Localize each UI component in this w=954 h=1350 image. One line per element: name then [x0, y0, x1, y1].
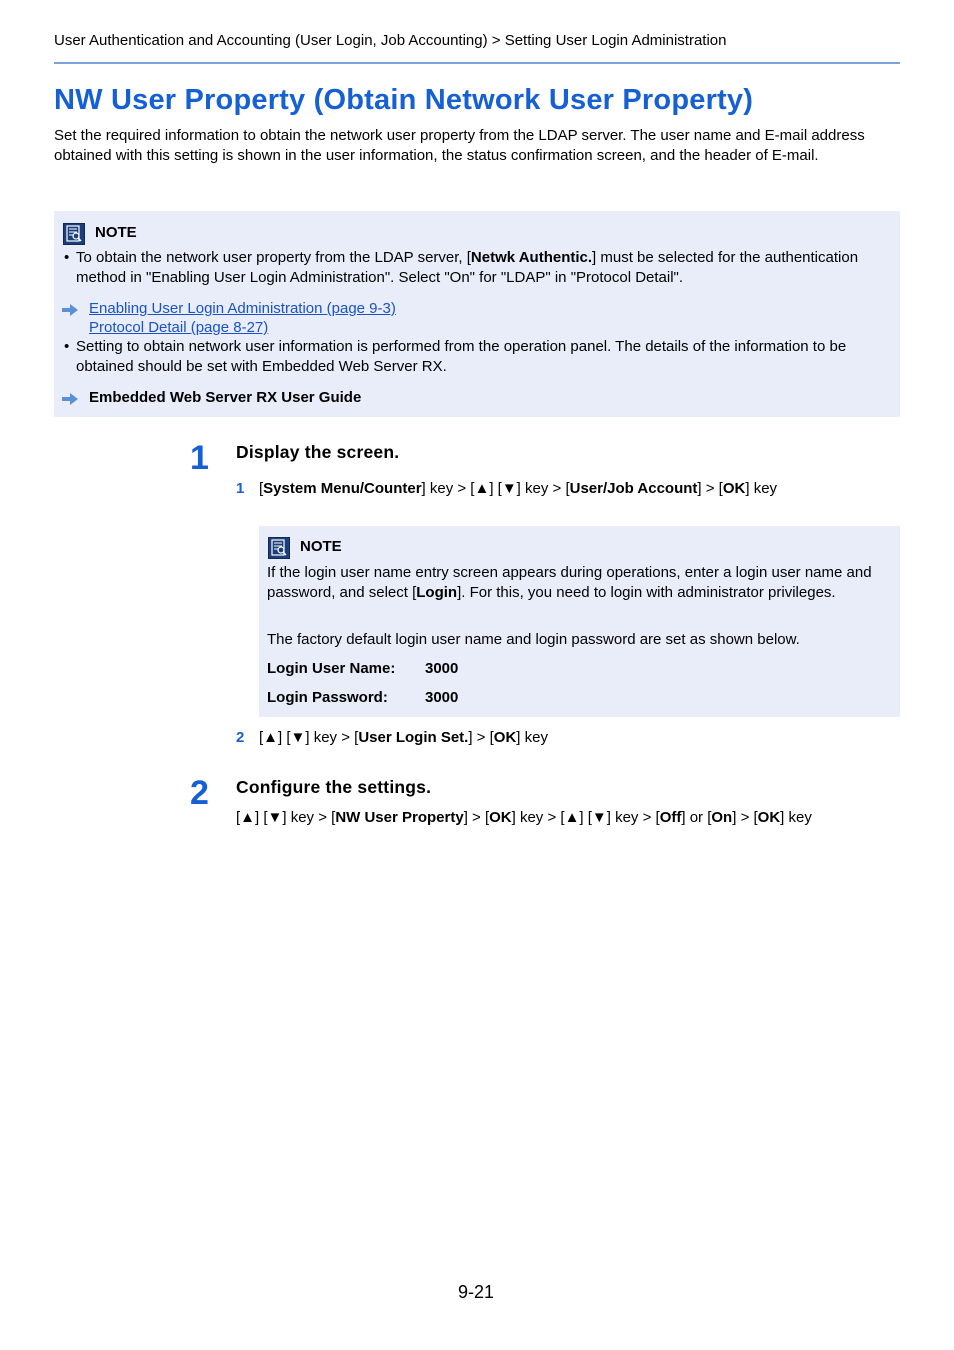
- note-box: [54, 211, 900, 417]
- intro-paragraph: Set the required information to obtain the network user property from the LDAP server. The user name and E-mail address obtained with this setting is shown in the user information, the status confirmation screen, and the header of E-mail.: [54, 127, 865, 164]
- note-label: NOTE: [300, 538, 342, 555]
- step-instruction: [▲] [▼] key > [NW User Property] > [OK] key > [▲] [▼] key > [Off] or [On] > [OK] key: [236, 809, 812, 826]
- note-label: NOTE: [95, 224, 137, 241]
- note-icon: [63, 223, 85, 245]
- note-paragraph: The factory default login user name and login password are set as shown below.: [267, 631, 800, 648]
- arrow-right-icon: [62, 304, 78, 316]
- substep-number: 2: [236, 729, 245, 746]
- key-netwk-authentic: Netwk Authentic.: [470, 249, 593, 266]
- step-title: Display the screen.: [236, 442, 400, 462]
- link-protocol-detail[interactable]: Protocol Detail (page 8-27): [89, 319, 269, 336]
- bullet-dot: •: [64, 249, 70, 266]
- reference-guide: Embedded Web Server RX User Guide: [89, 389, 362, 406]
- note-icon: [268, 537, 290, 559]
- note-box: [259, 526, 900, 717]
- login-user-name-label: Login User Name:: [267, 660, 396, 677]
- substep-number: 1: [236, 480, 245, 497]
- substep-instruction: [▲] [▼] key > [User Login Set.] > [OK] key: [259, 729, 548, 746]
- login-user-name-value: 3000: [425, 660, 459, 677]
- key-login: Login: [416, 583, 458, 601]
- bullet-dot: •: [64, 338, 70, 355]
- substep-instruction: [System Menu/Counter] key > [▲] [▼] key > [User/Job Account] > [OK] key: [259, 480, 778, 497]
- breadcrumb: User Authentication and Accounting (User Login, Job Accounting) > Setting User Login Administration: [54, 32, 727, 49]
- header-rule: [54, 62, 900, 64]
- step-number: 1: [190, 439, 209, 477]
- login-password-value: 3000: [425, 689, 459, 706]
- link-enabling-user-login[interactable]: Enabling User Login Administration (page 9-3): [89, 300, 396, 317]
- step-number: 2: [190, 774, 209, 812]
- page-number: 9-21: [458, 1282, 495, 1302]
- arrow-right-icon: [62, 393, 78, 405]
- note-paragraph: If the login user name entry screen appears during operations, enter a login user name and password, and select [Login]. For this, you need to login with administrator privileges.: [267, 564, 872, 601]
- login-password-label: Login Password:: [267, 689, 388, 706]
- step-title: Configure the settings.: [236, 777, 432, 797]
- page-title: NW User Property (Obtain Network User Property): [54, 84, 754, 116]
- note-bullet-text: To obtain the network user property from the LDAP server, [Netwk Authentic.] must be selected for the authentication method in "Enabling User Login Administration". Select "On" for "LDAP" in "Protocol Detail".: [76, 249, 859, 286]
- note-bullet-text: Setting to obtain network user information is performed from the operation panel. The details of the information to be obtained should be set with Embedded Web Server RX.: [76, 338, 847, 375]
